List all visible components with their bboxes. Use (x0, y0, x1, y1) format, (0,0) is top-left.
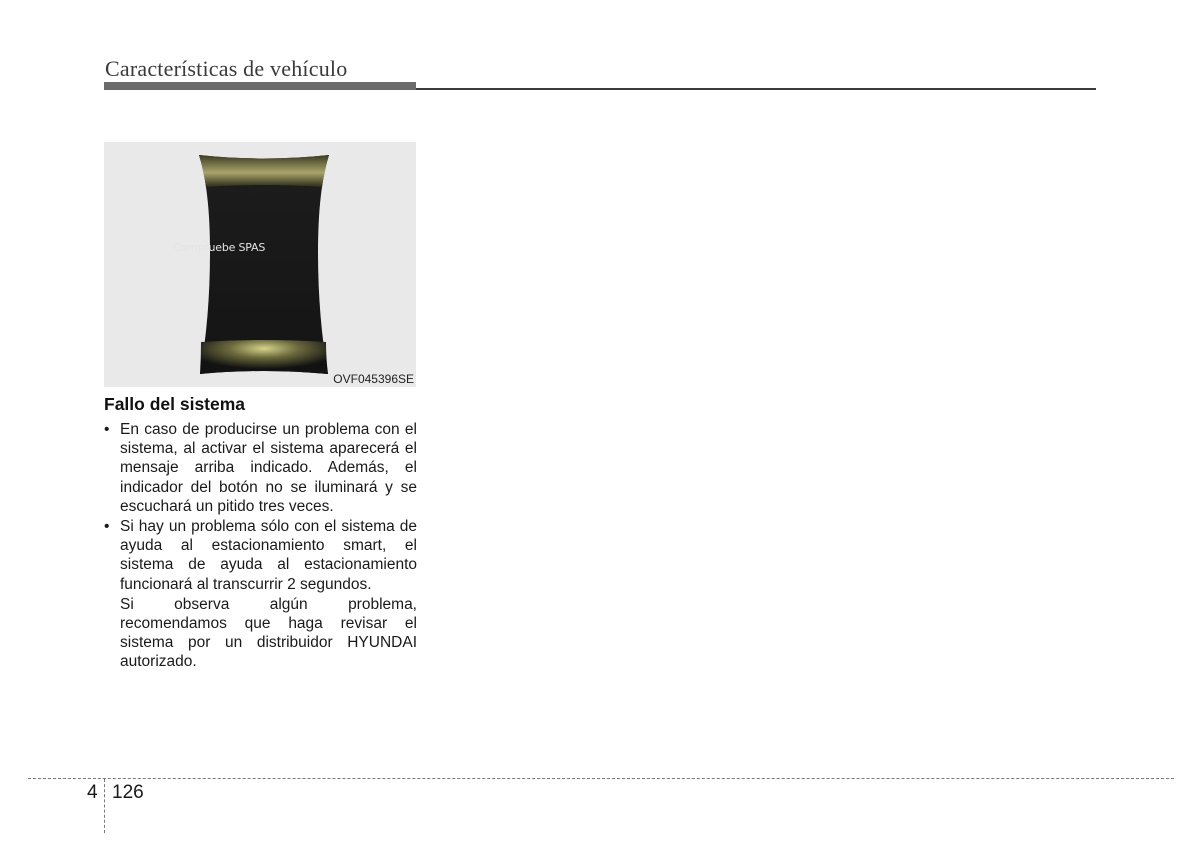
page-header-title: Características de vehículo (105, 56, 348, 81)
display-bottom-band (200, 340, 328, 374)
page-number: 126 (112, 782, 144, 803)
cluster-display-figure (104, 142, 416, 387)
list-item (104, 420, 417, 516)
header-rule-thin (416, 88, 1096, 90)
footer-rule (28, 778, 1174, 779)
bullet-continuation-text: Si observa algún problema, recomendamos que haga revisar el sistema por un distribuidor HYUNDAI autorizado. (120, 595, 417, 671)
display-warning-message: Compruebe SPAS (172, 241, 266, 254)
footer-divider (104, 779, 105, 833)
header-rule-thick (104, 82, 416, 90)
cluster-display-illustration (104, 142, 416, 387)
bullet-text: En caso de producirse un problema con el sistema, al activar el sistema aparecerá el mensaje arriba indicado. Además, el indicador del botón no se iluminará y se escuchará un pitido tres veces. (120, 421, 417, 515)
chapter-number: 4 (87, 782, 98, 803)
bullet-dot-icon: • (104, 518, 110, 536)
figure-code: OVF045396SE (333, 372, 414, 386)
bullet-dot-icon: • (104, 421, 110, 438)
display-top-band (199, 155, 329, 187)
bullet-list (104, 420, 417, 673)
list-item (104, 517, 417, 672)
section-heading: Fallo del sistema (104, 394, 246, 414)
bullet-text: Si hay un problema sólo con el sistema de ayuda al estacionamiento smart, el sistema de ayuda al estacionamiento funcionará al transcurrir 2 segundos. (120, 518, 417, 593)
